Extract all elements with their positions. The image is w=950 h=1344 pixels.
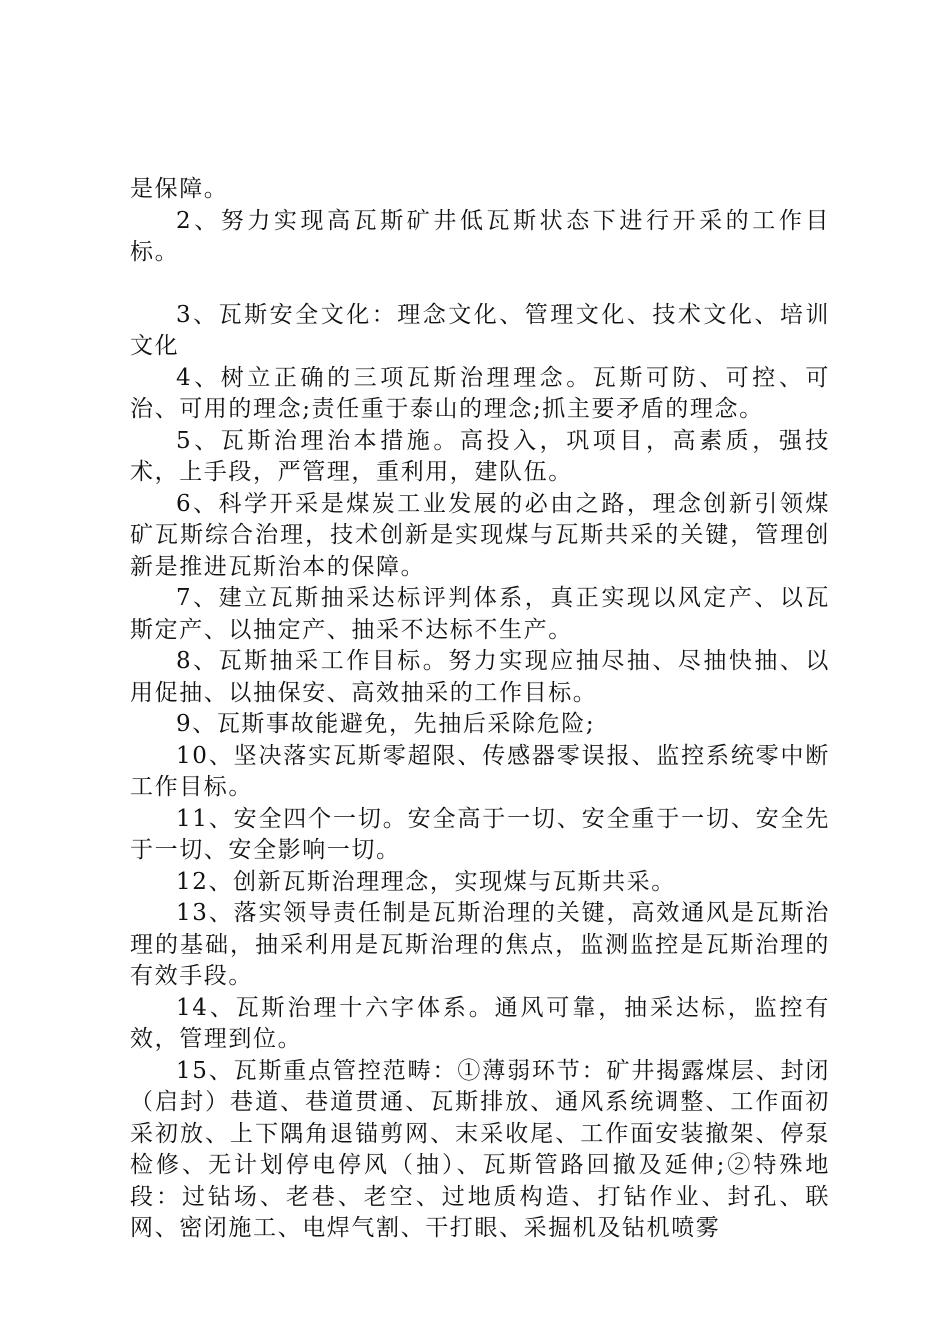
paragraph-item-14: 14、瓦斯治理十六字体系。通风可靠，抽采达标，监控有效，管理到位。 xyxy=(130,994,830,1052)
paragraph-item-4: 4、树立正确的三项瓦斯治理理念。瓦斯可防、可控、可治、可用的理念;责任重于泰山的理念;抓主要矛盾的理念。 xyxy=(130,364,830,422)
paragraph-item-3: 3、瓦斯安全文化：理念文化、管理文化、技术文化、培训文化 xyxy=(130,301,830,359)
document-page xyxy=(130,174,830,1245)
paragraph-item-5: 5、瓦斯治理治本措施。高投入，巩项目，高素质，强技术，上手段，严管理，重利用，建队伍。 xyxy=(130,427,830,485)
paragraph-item-13: 13、落实领导责任制是瓦斯治理的关键，高效通风是瓦斯治理的基础，抽采利用是瓦斯治理的焦点，监测监控是瓦斯治理的有效手段。 xyxy=(130,900,830,989)
paragraph-item-9: 9、瓦斯事故能避免，先抽后采除危险; xyxy=(176,711,596,737)
paragraph-item-11: 11、安全四个一切。安全高于一切、安全重于一切、安全先于一切、安全影响一切。 xyxy=(130,805,830,863)
paragraph-item-15: 15、瓦斯重点管控范畴：①薄弱环节：矿井揭露煤层、封闭（启封）巷道、巷道贯通、瓦斯排放、通风系统调整、工作面初采初放、上下隅角退锚剪网、末采收尾、工作面安装撤架、停泵检修、无计划停电停风（抽）、瓦斯管路回撤及延伸;②特殊地段：过钻场、老巷、老空、过地质构造、打钻作业、封孔、联网、密闭施工、电焊气割、干打眼、采掘机及钻机喷雾 xyxy=(130,1057,830,1241)
paragraph-continuation: 是保障。 xyxy=(130,176,229,202)
paragraph-item-10: 10、坚决落实瓦斯零超限、传感器零误报、监控系统零中断工作目标。 xyxy=(130,742,830,800)
paragraph-item-6: 6、科学开采是煤炭工业发展的必由之路，理念创新引领煤矿瓦斯综合治理，技术创新是实现煤与瓦斯共采的关键，管理创新是推进瓦斯治本的保障。 xyxy=(130,490,830,580)
paragraph-item-8: 8、瓦斯抽采工作目标。努力实现应抽尽抽、尽抽快抽、以用促抽、以抽保安、高效抽采的工作目标。 xyxy=(130,648,830,706)
paragraph-item-2: 2、努力实现高瓦斯矿井低瓦斯状态下进行开采的工作目标。 xyxy=(130,207,830,265)
paragraph-item-7: 7、建立瓦斯抽采达标评判体系，真正实现以风定产、以瓦斯定产、以抽定产、抽采不达标不生产。 xyxy=(130,585,830,643)
paragraph-item-12: 12、创新瓦斯治理理念，实现煤与瓦斯共采。 xyxy=(176,868,676,895)
